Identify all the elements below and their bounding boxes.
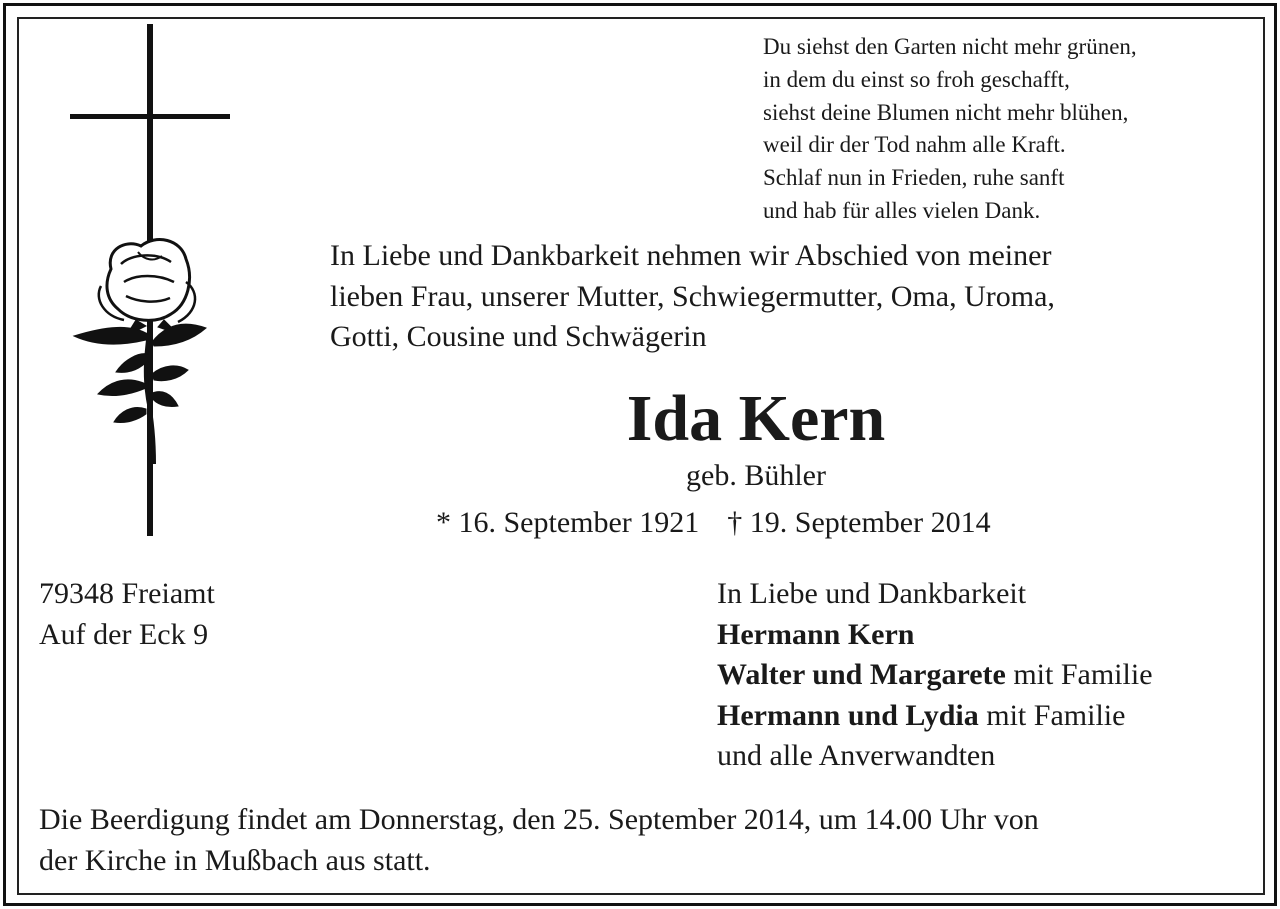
- mourner-name: Walter und Margarete: [717, 658, 1006, 691]
- poem-line: Schlaf nun in Frieden, ruhe sanft: [763, 165, 1065, 191]
- poem-line: Du siehst den Garten nicht mehr grünen,: [763, 34, 1137, 59]
- deceased-name: Ida Kern: [626, 382, 886, 455]
- address-street: Auf der Eck 9: [39, 617, 209, 651]
- mourner-name: Hermann Kern: [717, 617, 915, 651]
- address: [39, 574, 215, 655]
- mourners: [717, 574, 1153, 777]
- mourner-suffix: mit Familie: [978, 698, 1126, 732]
- poem-line: und hab für alles vielen Dank.: [763, 197, 1041, 223]
- mourner-entry: [717, 615, 1153, 656]
- farewell-intro: [330, 236, 1055, 358]
- birth-name: geb. Bühler: [686, 459, 826, 492]
- poem-line: weil dir der Tod nahm alle Kraft.: [763, 132, 1066, 158]
- cross-with-rose: [66, 24, 236, 536]
- mourners-closing: und alle Anverwandten: [717, 739, 996, 772]
- intro-line: In Liebe und Dankbarkeit nehmen wir Abschied von meiner: [330, 239, 1052, 272]
- mourner-name: Hermann und Lydia: [717, 698, 979, 732]
- mourner-entry: [717, 655, 1153, 696]
- poem-line: in dem du einst so froh geschafft,: [763, 66, 1070, 92]
- funeral-line: Die Beerdigung findet am Donnerstag, den 25. September 2014, um 14.00 Uhr von: [39, 803, 1039, 836]
- mourner-entry: [717, 696, 1153, 737]
- funeral-line: der Kirche in Mußbach aus statt.: [39, 843, 431, 877]
- life-dates: [436, 503, 991, 543]
- mourner-suffix: mit Familie: [1005, 658, 1153, 691]
- death-date: † 19. September 2014: [727, 506, 991, 539]
- intro-line: lieben Frau, unserer Mutter, Schwiegermutter, Oma, Uroma,: [330, 279, 1055, 313]
- rose-icon: [74, 240, 206, 464]
- poem-line: siehst deine Blumen nicht mehr blühen,: [763, 99, 1129, 125]
- address-city: 79348 Freiamt: [39, 577, 215, 610]
- intro-line: Gotti, Cousine und Schwägerin: [330, 320, 707, 353]
- poem: [763, 31, 1137, 228]
- birth-date: * 16. September 1921: [436, 506, 700, 539]
- mourners-heading: In Liebe und Dankbarkeit: [717, 577, 1027, 610]
- funeral-notice: [39, 800, 1039, 881]
